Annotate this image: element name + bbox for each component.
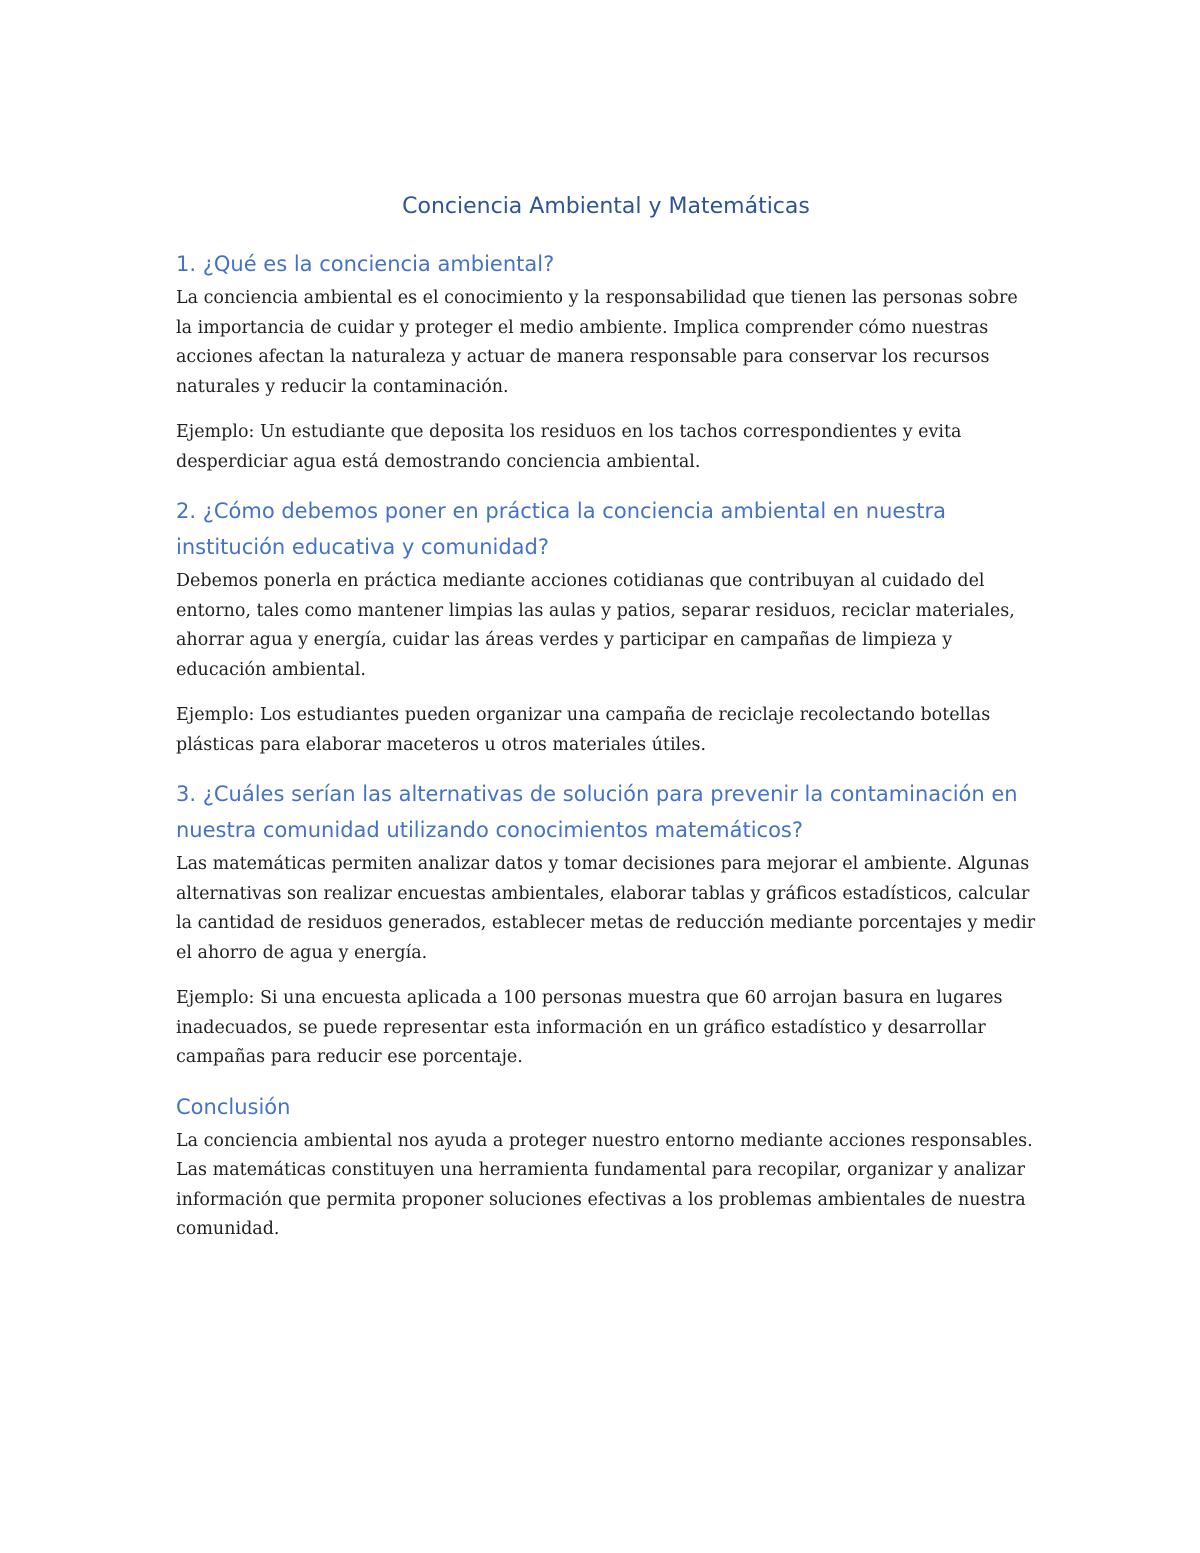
section-heading: 2. ¿Cómo debemos poner en práctica la conciencia ambiental en nuestra institución educativa y comunidad?: [176, 499, 946, 559]
section-heading: 1. ¿Qué es la conciencia ambiental?: [176, 252, 555, 276]
section-paragraph: La conciencia ambiental es el conocimiento y la responsabilidad que tienen las personas sobre la importancia de cuidar y proteger el medio ambiente. Implica comprender cómo nuestras acciones afectan la naturaleza y actuar de manera responsable para conservar los recursos naturales y reducir la contaminación.: [176, 288, 1018, 397]
section-paragraph: La conciencia ambiental nos ayuda a proteger nuestro entorno mediante acciones responsables. Las matemáticas constituyen una herramienta fundamental para recopilar, organizar y analizar información que permita proponer soluciones efectivas a los problemas ambientales de nuestra comunidad.: [176, 1130, 1033, 1239]
section-heading: 3. ¿Cuáles serían las alternativas de solución para prevenir la contaminación en nuestra comunidad utilizando conocimientos matemáticos?: [176, 782, 1018, 842]
document-title: Conciencia Ambiental y Matemáticas: [402, 194, 810, 219]
section-paragraph: Las matemáticas permiten analizar datos y tomar decisiones para mejorar el ambiente. Algunas alternativas son realizar encuestas ambientales, elaborar tablas y gráficos estadísticos, calcular la cantidad de residuos generados, establecer metas de reducción mediante porcentajes y medir el ahorro de agua y energía.: [176, 854, 1036, 963]
example-paragraph: Ejemplo: Un estudiante que deposita los residuos en los tachos correspondientes y evita desperdiciar agua está demostrando conciencia ambiental.: [176, 422, 962, 472]
section-heading: Conclusión: [176, 1094, 291, 1119]
section-what-is: [176, 246, 1036, 477]
document-body: [176, 190, 1036, 1261]
example-paragraph: Ejemplo: Los estudiantes pueden organizar una campaña de reciclaje recolectando botellas plásticas para elaborar maceteros u otros materiales útiles.: [176, 705, 991, 755]
example-paragraph: Ejemplo: Si una encuesta aplicada a 100 personas muestra que 60 arrojan basura en lugares inadecuados, se puede representar esta información en un gráfico estadístico y desarrollar campañas para reducir ese porcentaje.: [176, 988, 1003, 1067]
section-how-to-practice: [176, 493, 1036, 760]
section-paragraph: Debemos ponerla en práctica mediante acciones cotidianas que contribuyan al cuidado del entorno, tales como mantener limpias las aulas y patios, separar residuos, reciclar materiales, ahorrar agua y energía, cuidar las áreas verdes y participar en campañas de limpieza y educación ambiental.: [176, 571, 1015, 680]
section-conclusion: [176, 1089, 1036, 1245]
section-alternatives: [176, 776, 1036, 1073]
